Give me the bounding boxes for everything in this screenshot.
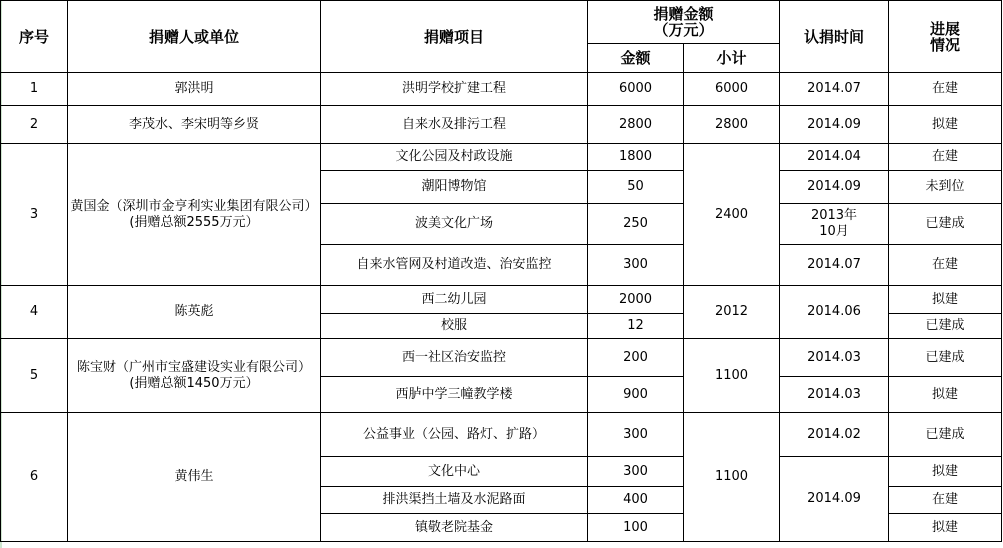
cell-project[interactable]: 自来水管网及村道改造、治安监控	[321, 245, 588, 286]
cell-status[interactable]: 在建	[889, 487, 1002, 514]
cell-donor[interactable]: 陈英彪	[68, 286, 321, 339]
cell-status[interactable]: 未到位	[889, 171, 1002, 204]
header-date[interactable]: 认捐时间	[780, 1, 889, 73]
cell-date[interactable]: 2014.06	[780, 286, 889, 339]
cell-seq[interactable]: 6	[1, 413, 68, 542]
cell-project[interactable]: 排洪渠挡土墙及水泥路面	[321, 487, 588, 514]
cell-subtotal[interactable]: 2400	[684, 144, 780, 286]
cell-status[interactable]: 在建	[889, 73, 1002, 106]
cell-subtotal[interactable]: 6000	[684, 73, 780, 106]
cell-donor[interactable]: 黄伟生	[68, 413, 321, 542]
cell-status[interactable]: 已建成	[889, 339, 1002, 377]
cell-date[interactable]: 2014.09	[780, 106, 889, 144]
cell-date[interactable]: 2014.09	[780, 457, 889, 542]
cell-project[interactable]: 校服	[321, 314, 588, 339]
cell-subtotal[interactable]: 1100	[684, 413, 780, 542]
cell-status[interactable]: 拟建	[889, 106, 1002, 144]
cell-amount[interactable]: 300	[588, 413, 684, 457]
cell-donor[interactable]: 郭洪明	[68, 73, 321, 106]
table-row	[1, 144, 1002, 171]
cell-amount[interactable]: 50	[588, 171, 684, 204]
cell-date[interactable]: 2014.09	[780, 171, 889, 204]
header-project[interactable]: 捐赠项目	[321, 1, 588, 73]
cell-subtotal[interactable]: 2800	[684, 106, 780, 144]
cell-project[interactable]: 西一社区治安监控	[321, 339, 588, 377]
cell-amount[interactable]: 900	[588, 377, 684, 413]
cell-status[interactable]: 已建成	[889, 204, 1002, 245]
cell-date[interactable]: 2014.03	[780, 377, 889, 413]
header-amount-title[interactable]: 捐赠金额 （万元）	[588, 1, 780, 44]
cell-subtotal[interactable]: 2012	[684, 286, 780, 339]
cell-seq[interactable]: 2	[1, 106, 68, 144]
header-seq[interactable]: 序号	[1, 1, 68, 73]
cell-amount[interactable]: 300	[588, 457, 684, 487]
header-subtotal[interactable]: 小计	[684, 44, 780, 73]
cell-status[interactable]: 在建	[889, 144, 1002, 171]
cell-date[interactable]: 2014.04	[780, 144, 889, 171]
cell-seq[interactable]: 1	[1, 73, 68, 106]
cell-date[interactable]: 2014.02	[780, 413, 889, 457]
cell-status[interactable]: 在建	[889, 245, 1002, 286]
table-row	[1, 286, 1002, 314]
cell-project[interactable]: 洪明学校扩建工程	[321, 73, 588, 106]
cell-date[interactable]: 2014.07	[780, 73, 889, 106]
cell-date[interactable]: 2014.03	[780, 339, 889, 377]
cell-seq[interactable]: 4	[1, 286, 68, 339]
cell-status[interactable]: 已建成	[889, 314, 1002, 339]
table-row	[1, 413, 1002, 457]
cell-date[interactable]: 2013年 10月	[780, 204, 889, 245]
cell-amount[interactable]: 100	[588, 514, 684, 542]
cell-status[interactable]: 拟建	[889, 286, 1002, 314]
cell-amount[interactable]: 400	[588, 487, 684, 514]
cell-amount[interactable]: 2800	[588, 106, 684, 144]
cell-project[interactable]: 潮阳博物馆	[321, 171, 588, 204]
cell-amount[interactable]: 12	[588, 314, 684, 339]
cell-date[interactable]: 2014.07	[780, 245, 889, 286]
cell-amount[interactable]: 1800	[588, 144, 684, 171]
cell-project[interactable]: 西二幼儿园	[321, 286, 588, 314]
cell-project[interactable]: 西胪中学三幢教学楼	[321, 377, 588, 413]
cell-status[interactable]: 拟建	[889, 457, 1002, 487]
cell-donor[interactable]: 黄国金（深圳市金亨利实业集团有限公司）(捐赠总额2555万元）	[68, 144, 321, 286]
cell-project[interactable]: 波美文化广场	[321, 204, 588, 245]
table-row	[1, 73, 1002, 106]
table-row	[1, 106, 1002, 144]
cell-seq[interactable]: 5	[1, 339, 68, 413]
cell-project[interactable]: 自来水及排污工程	[321, 106, 588, 144]
cell-status[interactable]: 拟建	[889, 377, 1002, 413]
cell-amount[interactable]: 250	[588, 204, 684, 245]
table-row	[1, 339, 1002, 377]
cell-status[interactable]: 拟建	[889, 514, 1002, 542]
cell-donor[interactable]: 李茂水、李宋明等乡贤	[68, 106, 321, 144]
cell-project[interactable]: 文化中心	[321, 457, 588, 487]
cell-status[interactable]: 已建成	[889, 413, 1002, 457]
header-status[interactable]: 进展 情况	[889, 1, 1002, 73]
cell-project[interactable]: 镇敬老院基金	[321, 514, 588, 542]
header-row	[1, 1, 1002, 44]
header-amount[interactable]: 金额	[588, 44, 684, 73]
cell-amount[interactable]: 300	[588, 245, 684, 286]
cell-amount[interactable]: 2000	[588, 286, 684, 314]
cell-donor[interactable]: 陈宝财（广州市宝盛建设实业有限公司）(捐赠总额1450万元）	[68, 339, 321, 413]
cell-subtotal[interactable]: 1100	[684, 339, 780, 413]
cell-amount[interactable]: 6000	[588, 73, 684, 106]
cell-amount[interactable]: 200	[588, 339, 684, 377]
header-donor[interactable]: 捐赠人或单位	[68, 1, 321, 73]
cell-project[interactable]: 公益事业（公园、路灯、扩路）	[321, 413, 588, 457]
cell-project[interactable]: 文化公园及村政设施	[321, 144, 588, 171]
cell-seq[interactable]: 3	[1, 144, 68, 286]
